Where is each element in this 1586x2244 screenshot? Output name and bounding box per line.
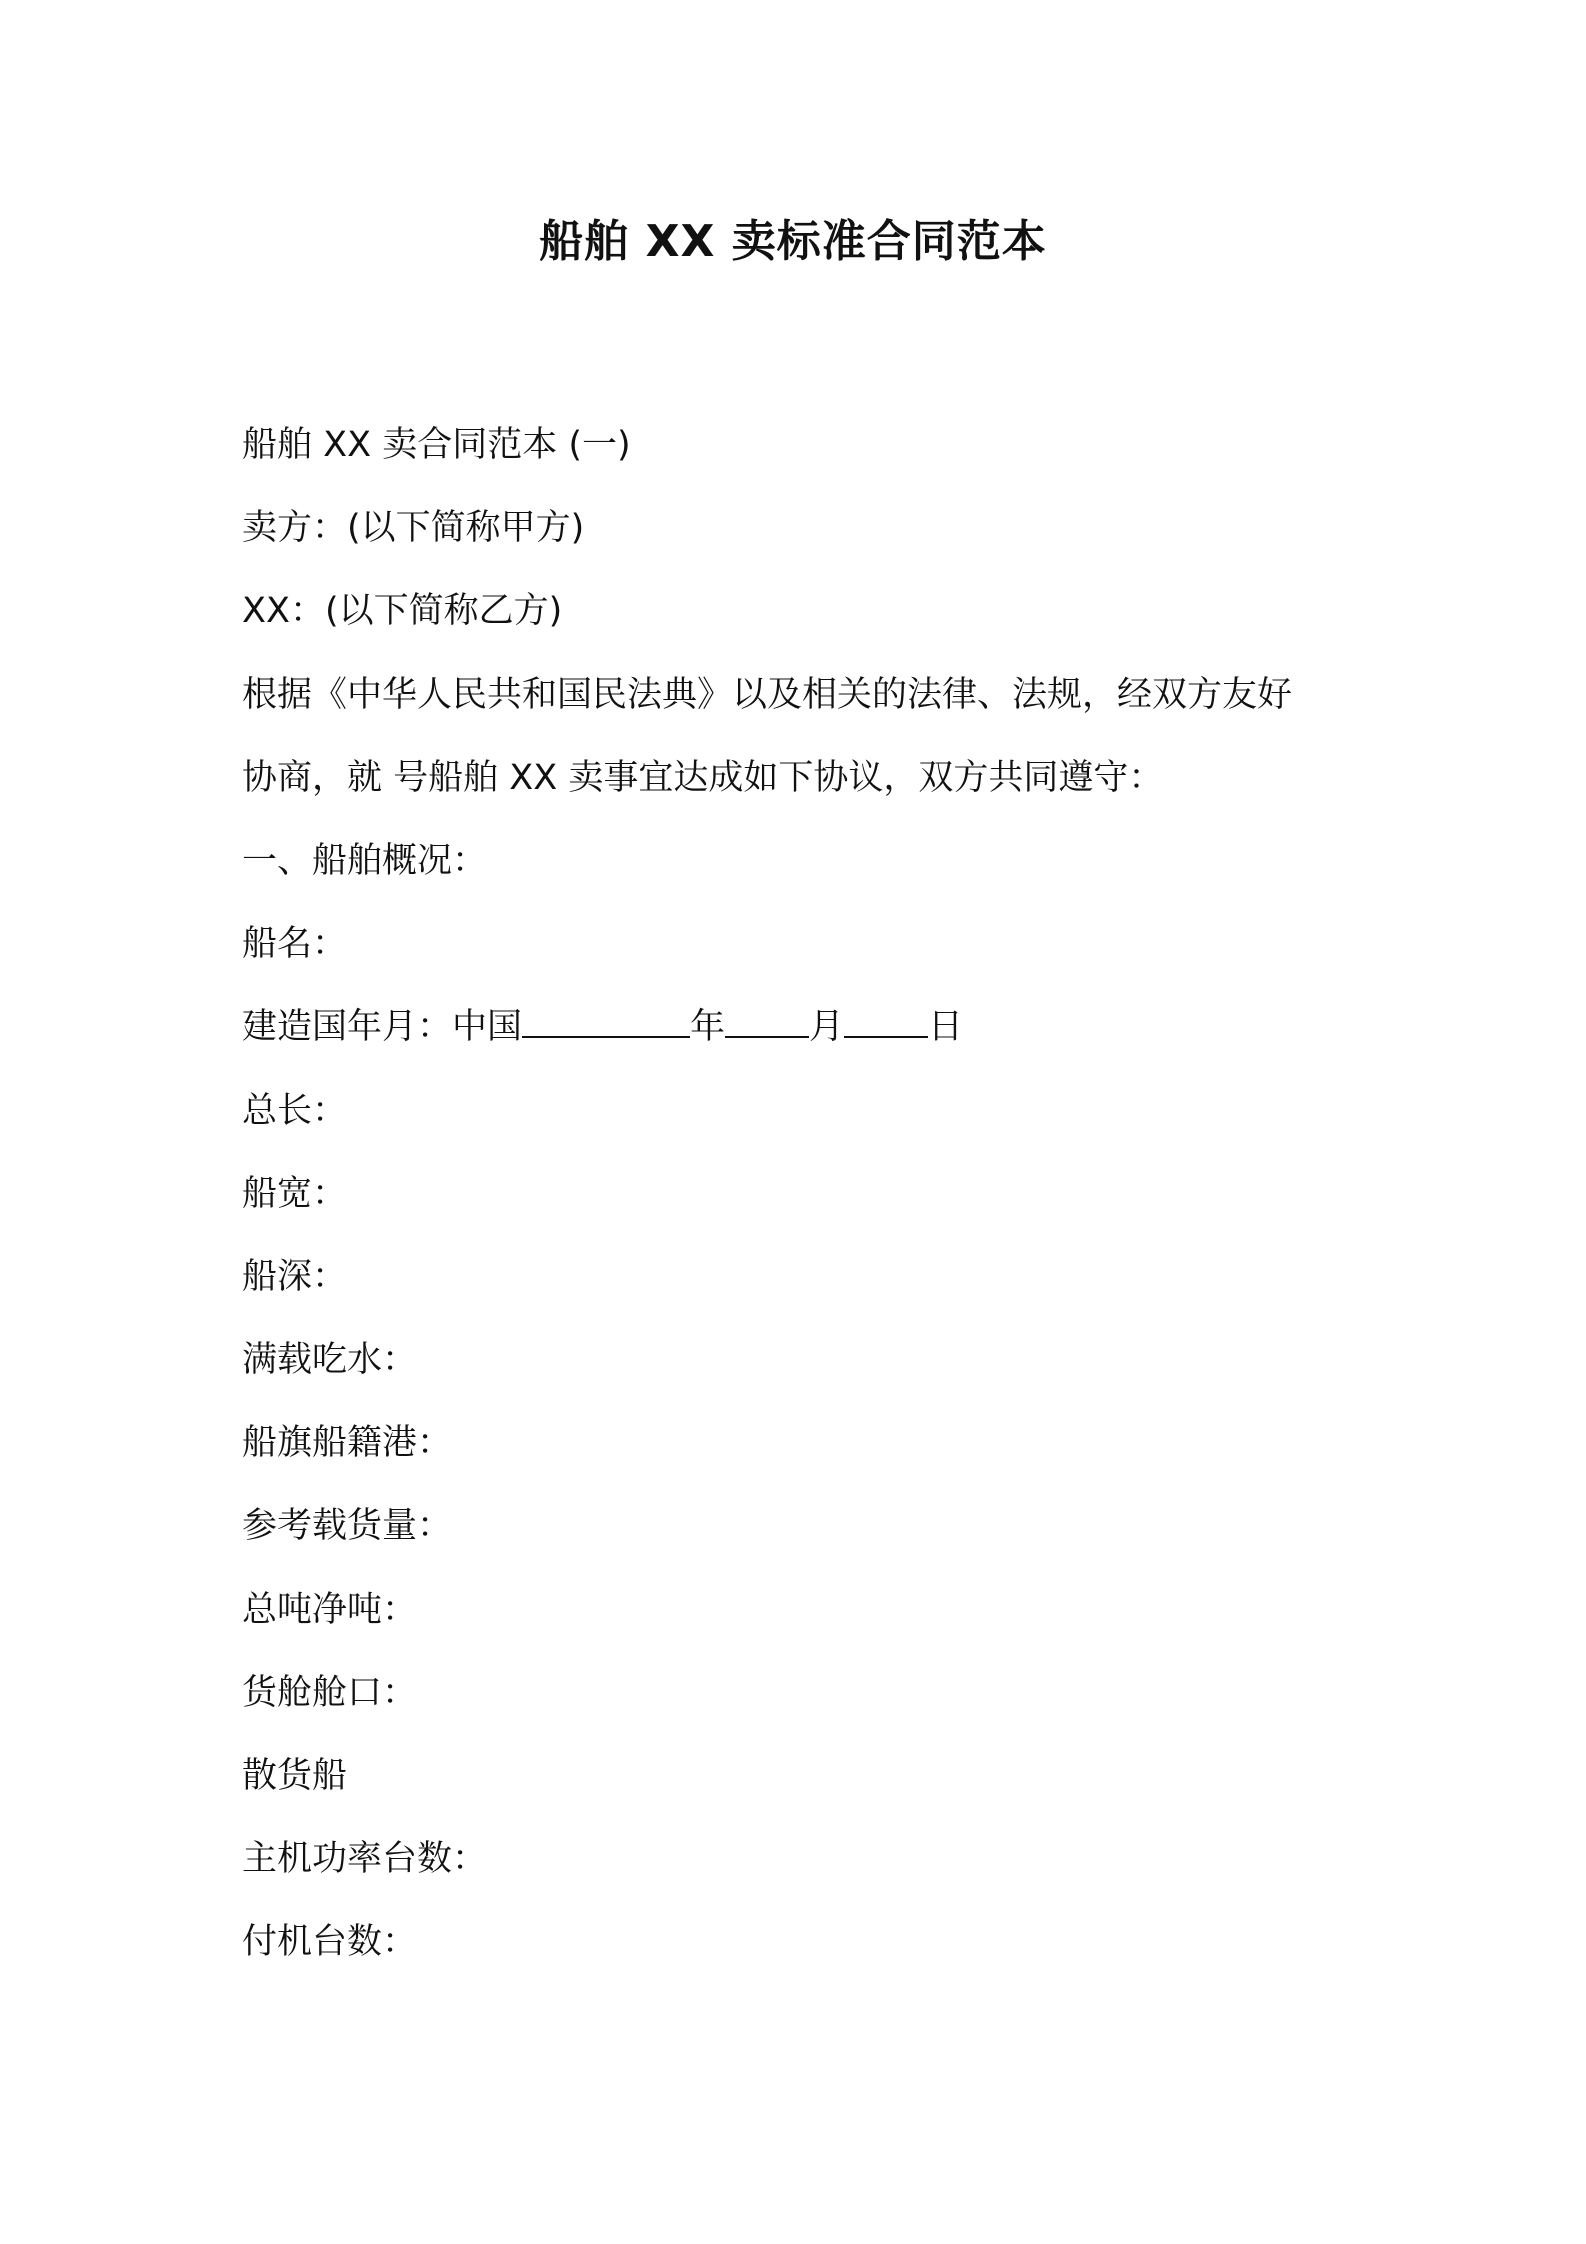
section-heading-ship-overview: 一、船舶概况： bbox=[242, 840, 488, 881]
month-label: 月 bbox=[809, 1007, 845, 1048]
field-build-date bbox=[242, 986, 1352, 1069]
year-blank bbox=[522, 1006, 690, 1038]
contract-subtitle: 船舶 XX 卖合同范本 (一) bbox=[242, 425, 631, 465]
document-title: 船舶 XX 卖标准合同范本 bbox=[539, 216, 1047, 267]
field-bulk-carrier: 散货船 bbox=[242, 1756, 348, 1796]
field-reference-cargo-capacity: 参考载货量： bbox=[242, 1506, 453, 1547]
field-beam: 船宽： bbox=[242, 1173, 348, 1214]
seller-line: 卖方：(以下简称甲方) bbox=[242, 508, 585, 549]
field-gross-net-tonnage: 总吨净吨： bbox=[242, 1589, 418, 1630]
buyer-line: XX：(以下简称乙方) bbox=[242, 591, 563, 632]
day-label: 日 bbox=[928, 1007, 964, 1048]
year-label: 年 bbox=[690, 1007, 726, 1048]
field-depth: 船深： bbox=[242, 1256, 348, 1297]
field-overall-length: 总长： bbox=[242, 1090, 348, 1131]
field-main-engine-power: 主机功率台数： bbox=[242, 1839, 488, 1880]
document-body bbox=[242, 404, 1352, 1985]
month-blank bbox=[725, 1006, 809, 1038]
field-full-load-draft: 满载吃水： bbox=[242, 1340, 418, 1381]
field-cargo-hatches: 货舱舱口： bbox=[242, 1672, 418, 1713]
field-ship-name: 船名： bbox=[242, 924, 348, 965]
preamble-line-1: 根据《中华人民共和国民法典》以及相关的法律、法规，经双方友好 bbox=[242, 674, 1293, 715]
build-date-label: 建造国年月：中国 bbox=[242, 1007, 523, 1048]
field-flag-port-of-registry: 船旗船籍港： bbox=[242, 1423, 453, 1464]
field-auxiliary-engines: 付机台数： bbox=[242, 1922, 418, 1963]
preamble-line-2: 协商，就 号船舶 XX 卖事宜达成如下协议，双方共同遵守： bbox=[242, 757, 1164, 798]
day-blank bbox=[844, 1006, 928, 1038]
